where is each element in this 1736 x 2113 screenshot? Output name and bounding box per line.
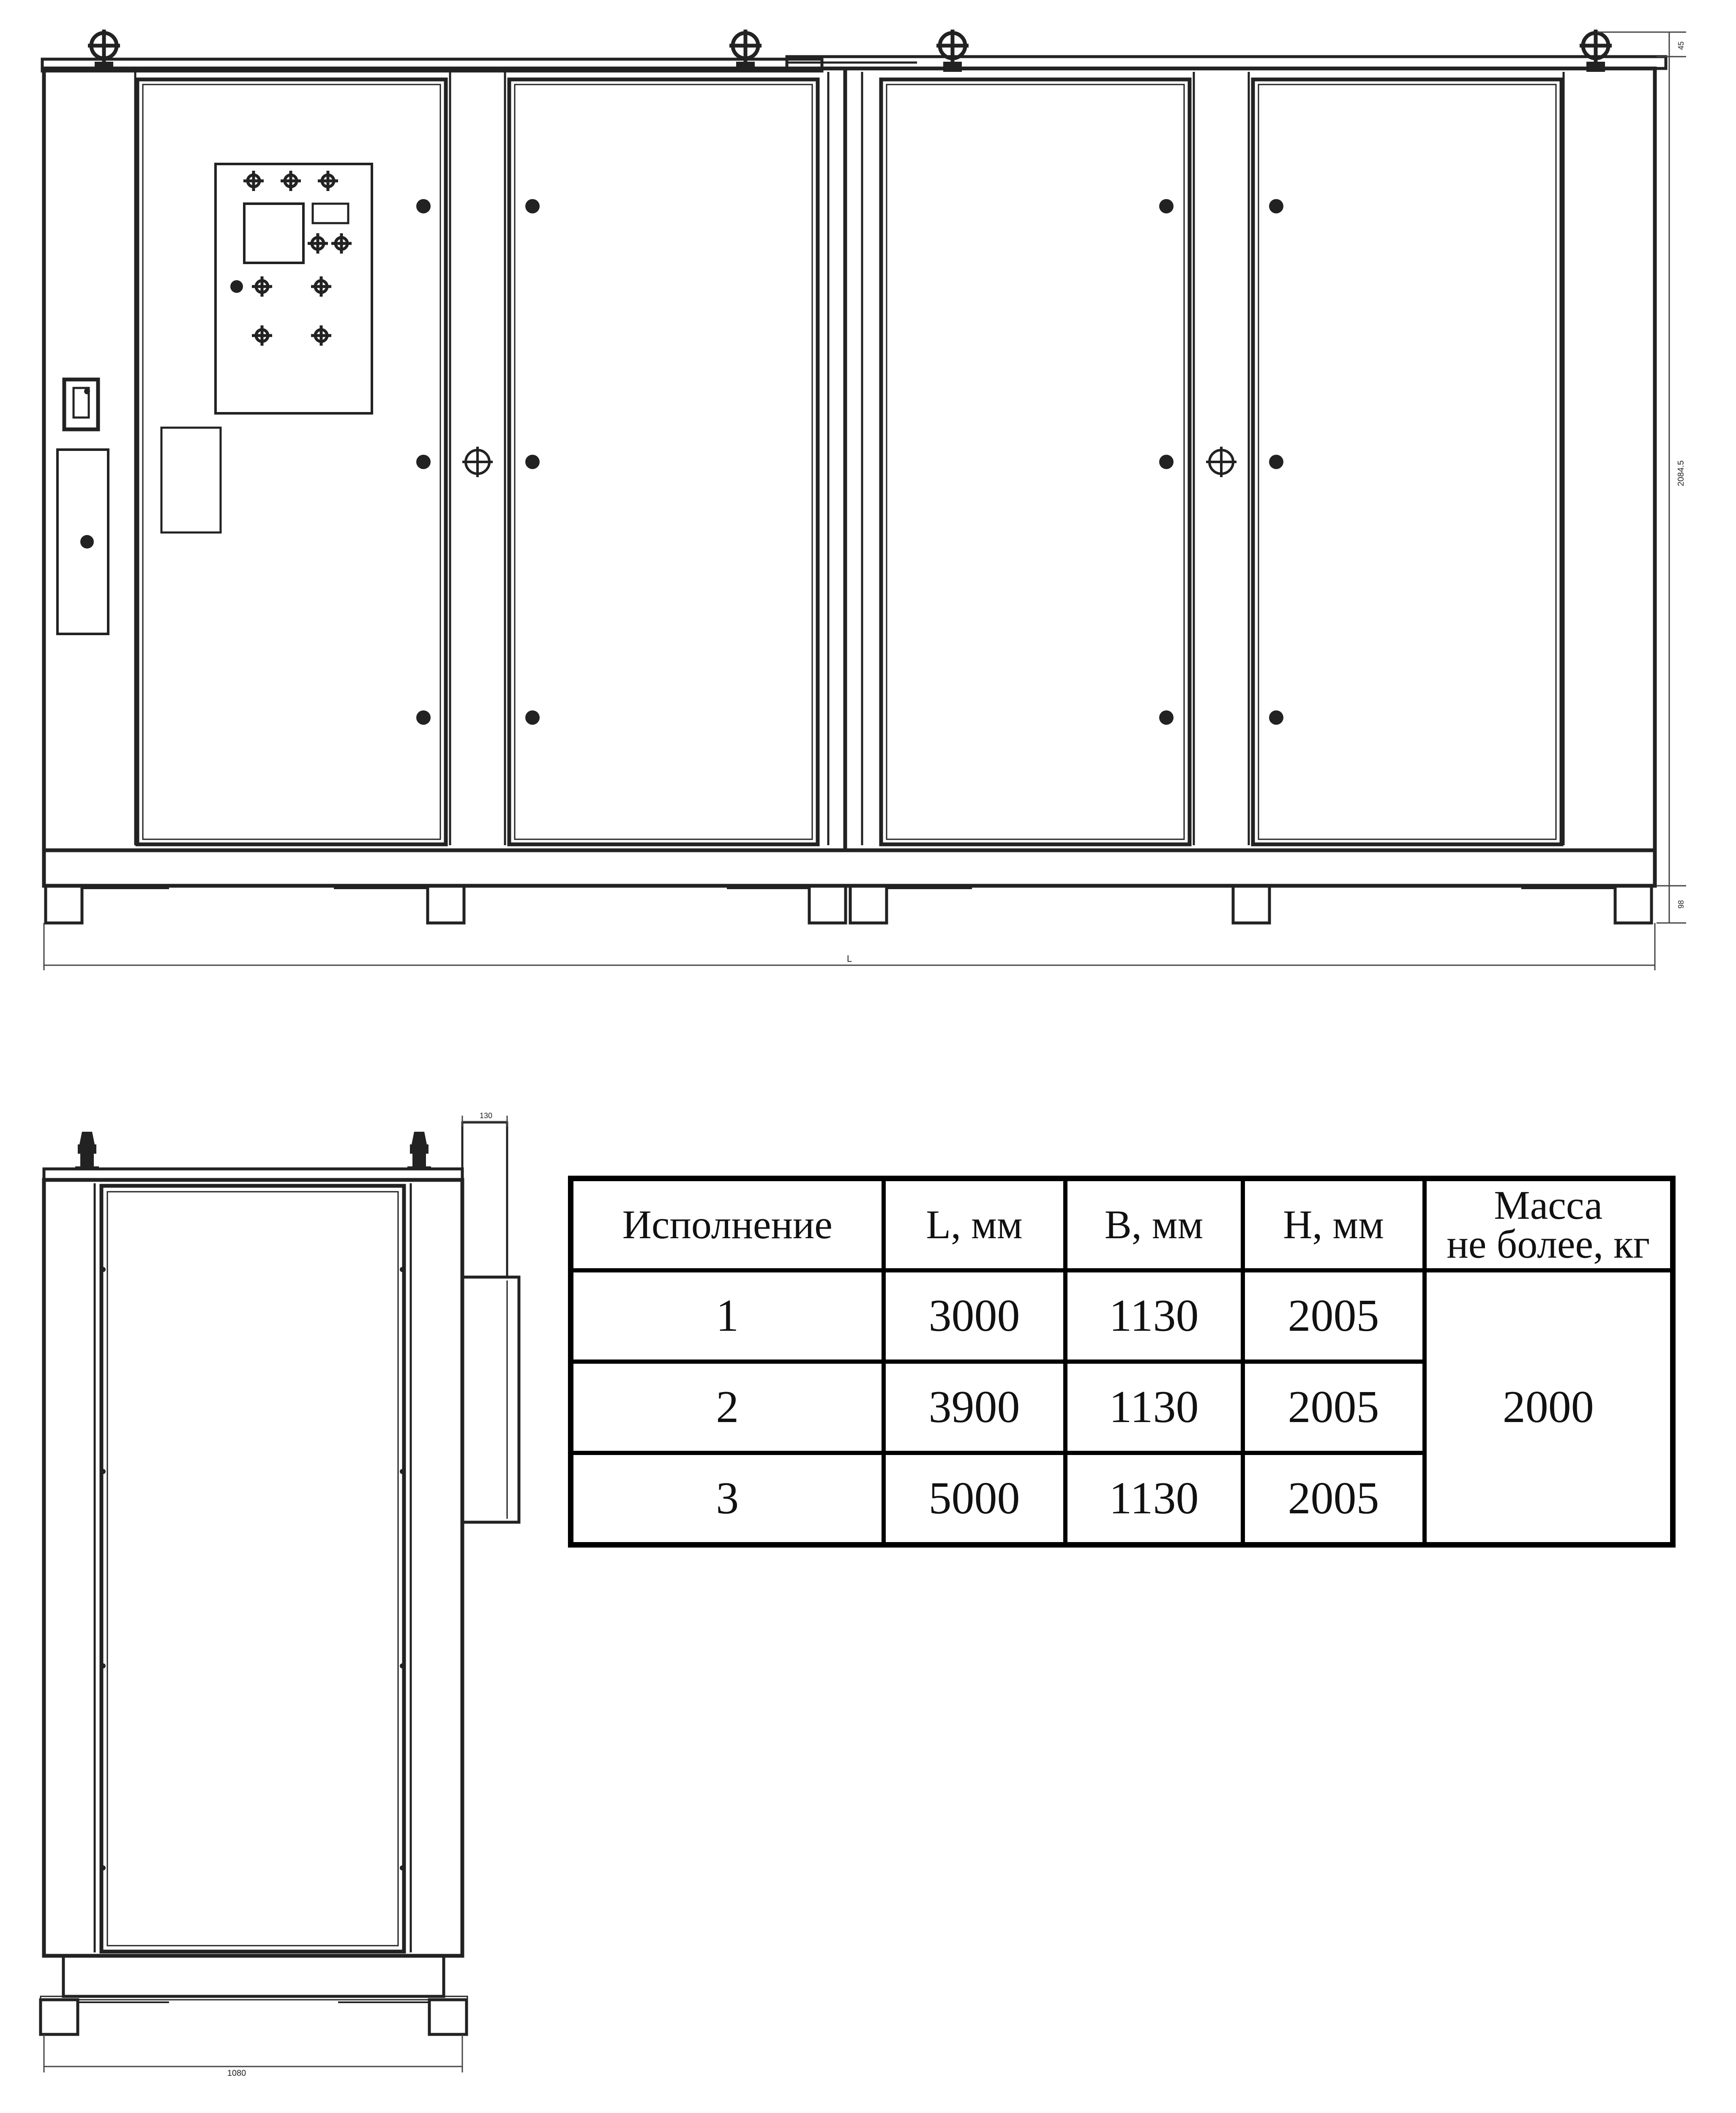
front-view (42, 57, 1666, 923)
terminal-box-top (462, 1122, 507, 1277)
header-height: H, мм (1243, 1179, 1425, 1271)
door-4 (1253, 79, 1561, 844)
nameplate (161, 428, 221, 532)
cell-length: 3900 (884, 1362, 1065, 1453)
cell-variant: 1 (571, 1270, 884, 1362)
side-door (101, 1186, 404, 1952)
cell-length: 3000 (884, 1270, 1065, 1362)
cell-height: 2005 (1243, 1362, 1425, 1453)
handle-dot (80, 535, 94, 549)
header-mass (1425, 1179, 1673, 1271)
header-length: L, мм (884, 1179, 1065, 1271)
indicator-window (313, 204, 348, 223)
cell-width: 1130 (1065, 1270, 1243, 1362)
side-width-dim-label: 1080 (227, 2069, 246, 2078)
table-row (571, 1270, 1673, 1362)
header-mass-line1: Масса (1494, 1182, 1603, 1228)
panel-knobs (243, 171, 352, 346)
side-foot (429, 2000, 467, 2034)
door-2 (509, 79, 818, 844)
side-dimensions (44, 1116, 507, 2072)
cell-mass: 2000 (1425, 1270, 1673, 1545)
foot (809, 886, 846, 923)
cell-width: 1130 (1065, 1453, 1243, 1545)
cell-width: 1130 (1065, 1362, 1243, 1453)
door-handles (462, 447, 1236, 477)
header-width: B, мм (1065, 1179, 1243, 1271)
display-screen (244, 204, 303, 263)
side-base (63, 1956, 444, 1996)
cell-height: 2005 (1243, 1453, 1425, 1545)
spec-table (568, 1176, 1676, 1548)
foot (46, 886, 82, 923)
foot (1233, 886, 1269, 923)
foot (850, 886, 887, 923)
terminal-box (462, 1277, 519, 1522)
foot (428, 886, 464, 923)
side-foot (41, 2000, 78, 2034)
cell-length: 5000 (884, 1453, 1065, 1545)
door-3 (881, 79, 1190, 844)
top-offset-dim-label: 45 (1677, 41, 1685, 50)
lifting-eyes (88, 30, 1612, 72)
length-dim-label: L (846, 953, 852, 964)
table-header-row (571, 1179, 1673, 1271)
cell-variant: 2 (571, 1362, 884, 1453)
side-view (41, 1122, 519, 2034)
base-plinth (44, 850, 1655, 886)
base-dim-label: 98 (1677, 900, 1685, 909)
height-dim-label: 2084.5 (1676, 460, 1686, 486)
box-depth-dim-label: 130 (479, 1111, 493, 1120)
foot (1615, 886, 1651, 923)
door-1 (137, 79, 446, 844)
cell-variant: 3 (571, 1453, 884, 1545)
header-mass-line2: не более, кг (1447, 1221, 1650, 1267)
cell-height: 2005 (1243, 1270, 1425, 1362)
header-variant: Исполнение (571, 1179, 884, 1271)
